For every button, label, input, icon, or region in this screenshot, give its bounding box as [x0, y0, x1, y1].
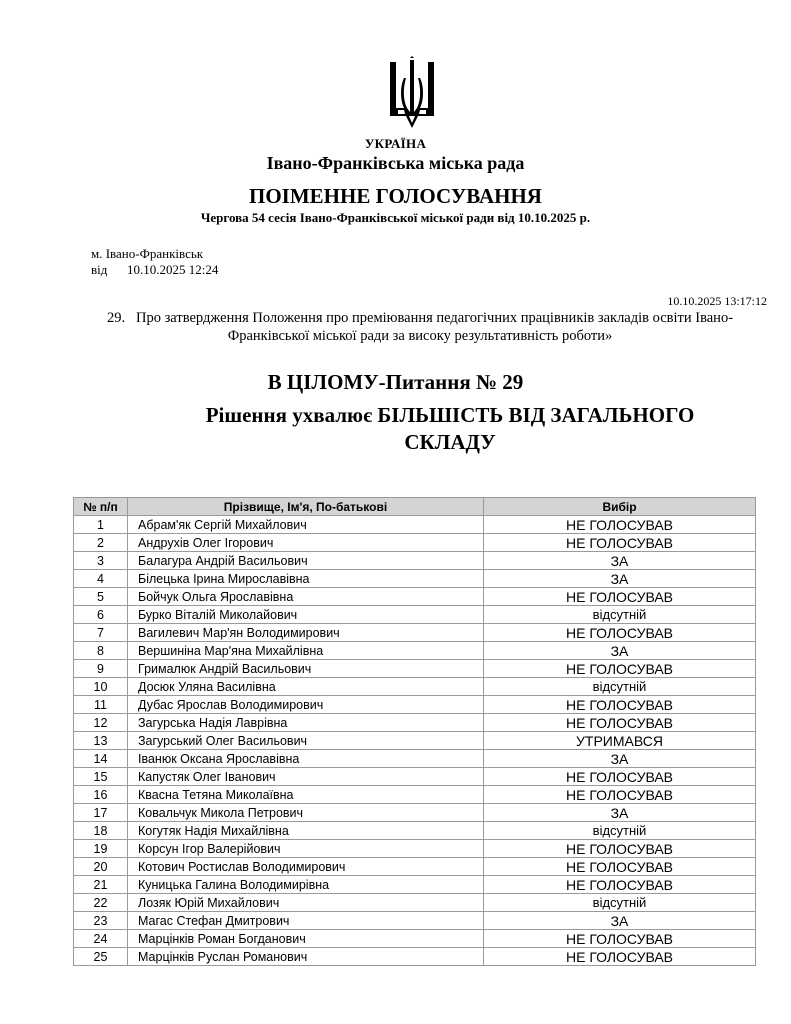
table-row [74, 516, 756, 534]
member-name: Марцінків Руслан Романович [128, 948, 484, 966]
vote-choice: НЕ ГОЛОСУВАВ [484, 876, 756, 894]
vote-choice: ЗА [484, 552, 756, 570]
question-text [80, 309, 760, 345]
row-number: 2 [74, 534, 128, 552]
row-number: 11 [74, 696, 128, 714]
vote-choice: ЗА [484, 642, 756, 660]
table-row [74, 660, 756, 678]
row-number: 3 [74, 552, 128, 570]
member-name: Лозяк Юрій Михайлович [128, 894, 484, 912]
council-name: Івано-Франківська міська рада [266, 153, 525, 173]
vote-choice: НЕ ГОЛОСУВАВ [484, 714, 756, 732]
table-row [74, 606, 756, 624]
member-name: Когутяк Надія Михайлівна [128, 822, 484, 840]
vote-choice: НЕ ГОЛОСУВАВ [484, 624, 756, 642]
vote-choice: НЕ ГОЛОСУВАВ [484, 660, 756, 678]
city-label: м. Івано-Франківськ [91, 246, 204, 261]
row-number: 23 [74, 912, 128, 930]
decision-heading [180, 402, 720, 456]
vote-choice: ЗА [484, 804, 756, 822]
table-row [74, 930, 756, 948]
table-row [74, 624, 756, 642]
vote-choice: відсутній [484, 606, 756, 624]
table-row [74, 786, 756, 804]
row-number: 24 [74, 930, 128, 948]
member-name: Бурко Віталій Миколайович [128, 606, 484, 624]
col-choice-header: Вибір [484, 498, 756, 516]
country-label: УКРАЇНА [364, 136, 427, 151]
vote-choice: УТРИМАВСЯ [484, 732, 756, 750]
member-name: Білецька Ірина Мирославівна [128, 570, 484, 588]
member-name: Вершиніна Мар'яна Михайлівна [128, 642, 484, 660]
row-number: 8 [74, 642, 128, 660]
from-datetime: 10.10.2025 12:24 [127, 262, 219, 277]
table-row [74, 912, 756, 930]
row-number: 7 [74, 624, 128, 642]
table-header-row [74, 498, 756, 516]
table-row [74, 822, 756, 840]
vote-choice: НЕ ГОЛОСУВАВ [484, 930, 756, 948]
table-row [74, 570, 756, 588]
member-name: Капустяк Олег Іванович [128, 768, 484, 786]
row-number: 10 [74, 678, 128, 696]
vote-choice: відсутній [484, 894, 756, 912]
col-number-header: № п/п [74, 498, 128, 516]
table-row [74, 804, 756, 822]
table-row [74, 642, 756, 660]
row-number: 25 [74, 948, 128, 966]
vote-choice: НЕ ГОЛОСУВАВ [484, 534, 756, 552]
vote-choice: НЕ ГОЛОСУВАВ [484, 786, 756, 804]
vote-choice: НЕ ГОЛОСУВАВ [484, 948, 756, 966]
member-name: Балагура Андрій Васильович [128, 552, 484, 570]
member-name: Марцінків Роман Богданович [128, 930, 484, 948]
vote-choice: НЕ ГОЛОСУВАВ [484, 768, 756, 786]
table-row [74, 714, 756, 732]
member-name: Вагилевич Мар'ян Володимирович [128, 624, 484, 642]
vote-choice: відсутній [484, 822, 756, 840]
from-date-row [91, 262, 218, 278]
member-name: Грималюк Андрій Васильович [128, 660, 484, 678]
table-row [74, 534, 756, 552]
row-number: 4 [74, 570, 128, 588]
member-name: Іванюк Оксана Ярославівна [128, 750, 484, 768]
row-number: 13 [74, 732, 128, 750]
table-row [74, 678, 756, 696]
question-number: 29. [106, 310, 126, 326]
member-name: Андрухів Олег Ігорович [128, 534, 484, 552]
member-name: Бойчук Ольга Ярославівна [128, 588, 484, 606]
table-row [74, 840, 756, 858]
vote-choice: НЕ ГОЛОСУВАВ [484, 858, 756, 876]
decision-emphasis: БІЛЬШІСТЬ ВІД ЗАГАЛЬНОГО СКЛАДУ [377, 403, 695, 454]
session-subtitle: Чергова 54 сесія Івано-Франківської міської ради від 10.10.2025 р. [200, 210, 591, 225]
from-label: від [91, 262, 108, 277]
question-title: Про затвердження Положення про преміювання педагогічних працівників закладів освіти Івано-Франківської міської ради за високу результативність роботи» [135, 310, 734, 344]
member-name: Корсун Ігор Валерійович [128, 840, 484, 858]
vote-choice: ЗА [484, 570, 756, 588]
vote-timestamp: 10.10.2025 13:17:12 [667, 294, 767, 308]
table-row [74, 552, 756, 570]
vote-choice: НЕ ГОЛОСУВАВ [484, 588, 756, 606]
row-number: 18 [74, 822, 128, 840]
vote-choice: ЗА [484, 912, 756, 930]
decision-prefix: Рішення ухвалює [205, 403, 373, 427]
row-number: 20 [74, 858, 128, 876]
member-name: Загурський Олег Васильович [128, 732, 484, 750]
table-row [74, 876, 756, 894]
table-row [74, 750, 756, 768]
row-number: 21 [74, 876, 128, 894]
member-name: Магас Стефан Дмитрович [128, 912, 484, 930]
vote-type-heading: В ЦІЛОМУ-Питання № 29 [267, 370, 524, 394]
vote-choice: НЕ ГОЛОСУВАВ [484, 516, 756, 534]
row-number: 19 [74, 840, 128, 858]
member-name: Котович Ростислав Володимирович [128, 858, 484, 876]
member-name: Досюк Уляна Василівна [128, 678, 484, 696]
member-name: Квасна Тетяна Миколаївна [128, 786, 484, 804]
member-name: Загурська Надія Лаврівна [128, 714, 484, 732]
vote-choice: відсутній [484, 678, 756, 696]
row-number: 17 [74, 804, 128, 822]
row-number: 22 [74, 894, 128, 912]
col-name-header: Прізвище, Ім'я, По-батькові [128, 498, 484, 516]
tryzub-emblem-icon [386, 56, 438, 134]
page-title: ПОІМЕННЕ ГОЛОСУВАННЯ [249, 184, 542, 208]
row-number: 14 [74, 750, 128, 768]
vote-choice: НЕ ГОЛОСУВАВ [484, 840, 756, 858]
table-row [74, 948, 756, 966]
row-number: 9 [74, 660, 128, 678]
member-name: Куницька Галина Володимирівна [128, 876, 484, 894]
member-name: Абрам'як Сергій Михайлович [128, 516, 484, 534]
row-number: 1 [74, 516, 128, 534]
vote-choice: НЕ ГОЛОСУВАВ [484, 696, 756, 714]
table-row [74, 858, 756, 876]
vote-choice: ЗА [484, 750, 756, 768]
row-number: 5 [74, 588, 128, 606]
table-row [74, 768, 756, 786]
row-number: 6 [74, 606, 128, 624]
table-row [74, 894, 756, 912]
member-name: Ковальчук Микола Петрович [128, 804, 484, 822]
row-number: 15 [74, 768, 128, 786]
table-row [74, 696, 756, 714]
member-name: Дубас Ярослав Володимирович [128, 696, 484, 714]
row-number: 16 [74, 786, 128, 804]
row-number: 12 [74, 714, 128, 732]
table-row [74, 588, 756, 606]
votes-table [73, 497, 756, 966]
table-row [74, 732, 756, 750]
